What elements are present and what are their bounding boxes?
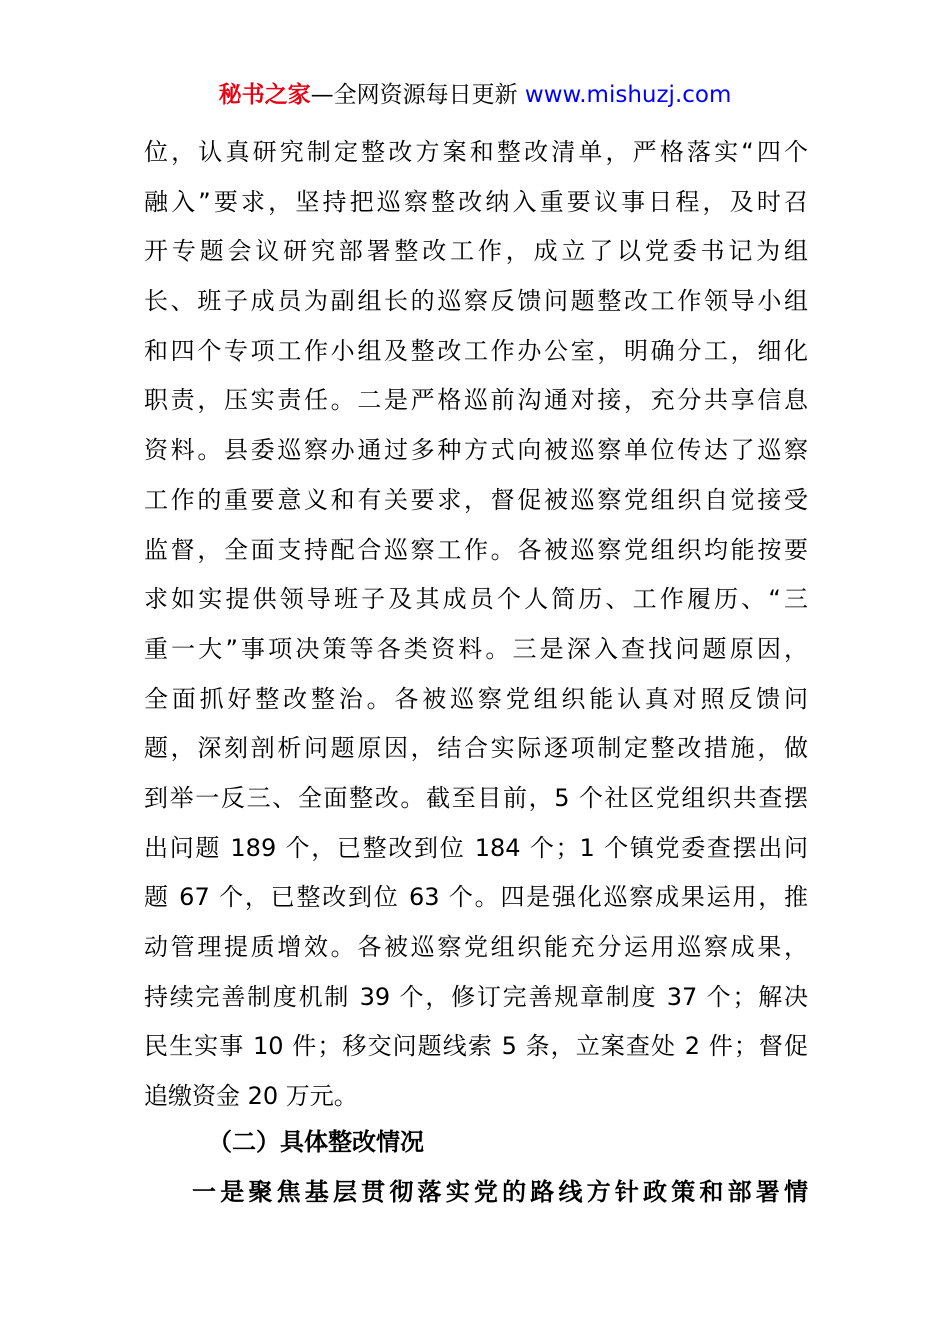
- body-line: 位，认真研究制定整改方案和整改清单，严格落实“四个: [144, 138, 808, 166]
- body-line: 融入”要求，坚持把巡察整改纳入重要议事日程，及时召: [144, 187, 808, 216]
- body-line: 长、班子成员为副组长的巡察反馈问题整改工作领导小组: [144, 287, 808, 316]
- body-line: 资料。县委巡察办通过多种方式向被巡察单位传达了巡察: [144, 436, 808, 465]
- body-line: 到举一反三、全面整改。截至目前，5 个社区党组织共查摆: [144, 783, 808, 812]
- body-line: 出问题 189 个，已整改到位 184 个；1 个镇党委查摆出问: [144, 833, 808, 862]
- site-header: [0, 78, 950, 112]
- body-line: 工作的重要意义和有关要求，督促被巡察党组织自觉接受: [144, 485, 808, 514]
- site-url-link[interactable]: www.mishuzj.com: [524, 82, 732, 108]
- body-line: 追缴资金 20 万元。: [144, 1082, 358, 1111]
- lead-sentence: 一是聚焦基层贯彻落实党的路线方针政策和部署情: [192, 1178, 808, 1206]
- body-line: 全面抓好整改整治。各被巡察党组织能认真对照反馈问: [144, 684, 808, 713]
- body-line: 开专题会议研究部署整改工作，成立了以党委书记为组: [144, 237, 808, 266]
- body-line: 重一大”事项决策等各类资料。三是深入查找问题原因，: [144, 634, 808, 663]
- body-line: 民生实事 10 件；移交问题线索 5 条，立案查处 2 件；督促: [144, 1032, 808, 1061]
- body-line: 和四个专项工作小组及整改工作办公室，明确分工，细化: [144, 336, 808, 365]
- body-paragraph: [144, 128, 808, 1122]
- body-line: 持续完善制度机制 39 个，修订完善规章制度 37 个；解决: [144, 982, 808, 1011]
- body-line: 监督，全面支持配合巡察工作。各被巡察党组织均能按要: [144, 535, 808, 564]
- body-line: 职责，压实责任。二是严格巡前沟通对接，充分共享信息: [144, 386, 808, 415]
- body-line: 求如实提供领导班子及其成员个人简历、工作履历、“三: [144, 585, 808, 614]
- section-heading: （二）具体整改情况: [208, 1128, 424, 1156]
- body-line: 题 67 个，已整改到位 63 个。四是强化巡察成果运用，推: [144, 883, 808, 912]
- body-line: 题，深刻剖析问题原因，结合实际逐项制定整改措施，做: [144, 734, 808, 763]
- brand-name: 秘书之家: [218, 82, 311, 108]
- header-tagline: —全网资源每日更新: [310, 82, 525, 108]
- body-line: 动管理提质增效。各被巡察党组织能充分运用巡察成果，: [144, 933, 808, 961]
